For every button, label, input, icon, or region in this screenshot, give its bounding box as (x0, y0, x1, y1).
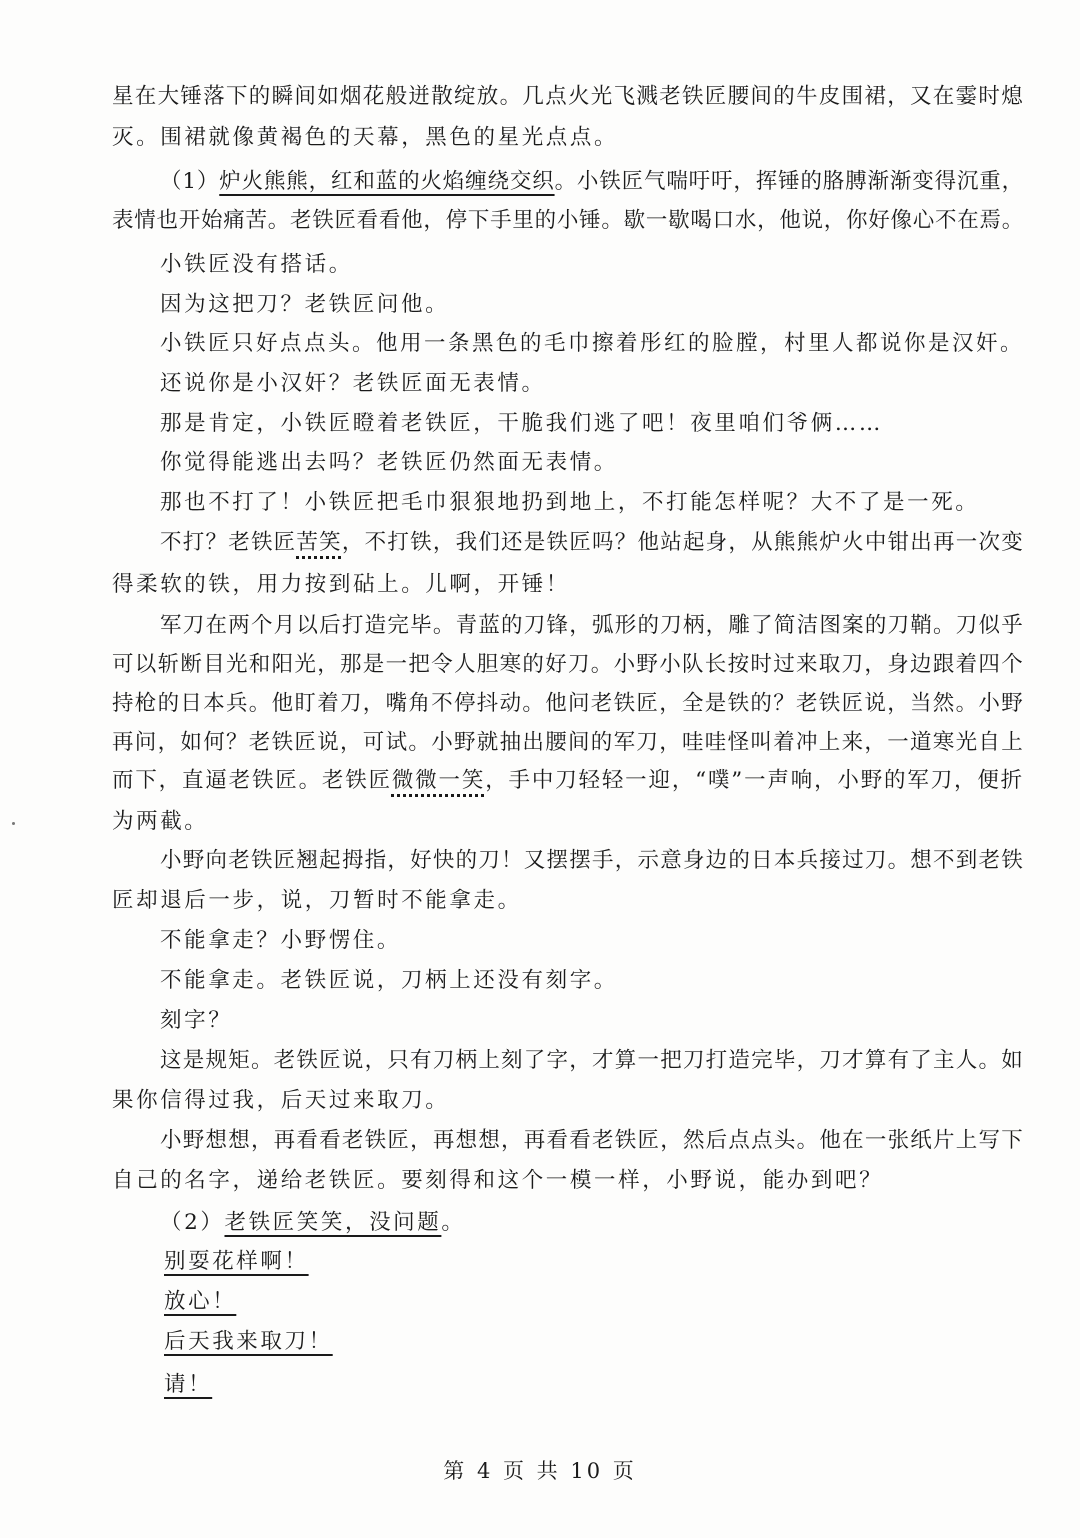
text-segment: 得柔软的铁，用力按到砧上。儿啊，开锤！ (112, 572, 570, 597)
text-segment: 星在大锤落下的瞬间如烟花般迸散绽放。几点火光飞溅老铁匠腰间的牛皮围裙，又在霎时熄 (112, 84, 1024, 109)
text-segment: 这是规矩。老铁匠说，只有刀柄上刻了字，才算一把刀打造完毕，刀才算有了主人。如 (160, 1048, 1024, 1073)
text-line (160, 926, 401, 956)
text-line (112, 650, 1024, 680)
text-line (160, 1208, 466, 1238)
text-segment: 那也不打了！小铁匠把毛巾狠狠地扔到地上，不打能怎样呢？大不了是一死。 (160, 490, 980, 515)
text-segment: 不能拿走。老铁匠说，刀柄上还没有刻字。 (160, 968, 618, 993)
text-line (160, 1046, 1024, 1076)
text-line (164, 1247, 309, 1277)
text-segment: 持枪的日本兵。他盯着刀，嘴角不停抖动。他问老铁匠，全是铁的？老铁匠说，当然。小野 (112, 691, 1024, 716)
text-segment: （2） (160, 1210, 225, 1235)
text-line (112, 570, 570, 600)
text-line (160, 846, 1024, 876)
text-line (112, 807, 208, 837)
text-line (160, 329, 1024, 359)
underlined-phrase: 后天我来取刀！ (164, 1329, 333, 1354)
text-segment: 果你信得过我，后天过来取刀。 (112, 1088, 450, 1113)
text-segment: 刻字？ (160, 1008, 233, 1033)
text-line (160, 250, 353, 280)
text-line (160, 448, 618, 478)
underlined-phrase: 炉火熊熊，红和蓝的火焰缠绕交织 (219, 169, 555, 194)
text-line (112, 766, 1024, 796)
text-segment: 为两截。 (112, 809, 209, 834)
text-segment: 军刀在两个月以后打造完毕。青蓝的刀锋，弧形的刀柄，雕了简洁图案的刀鞘。刀似乎 (160, 613, 1024, 638)
text-segment: 灭。围裙就像黄褐色的天幕，黑色的星光点点。 (112, 125, 619, 150)
text-line (160, 1126, 1024, 1156)
text-segment: 因为这把刀？老铁匠问他。 (160, 292, 450, 317)
text-line (164, 1370, 212, 1400)
text-segment: 而下，直逼老铁匠。老铁匠 (112, 768, 392, 793)
text-line (112, 123, 618, 153)
text-segment: 表情也开始痛苦。老铁匠看看他，停下手里的小锤。歇一歇喝口水，他说，你好像心不在焉。 (112, 208, 1024, 233)
text-segment: 再问，如何？老铁匠说，可试。小野就抽出腰间的军刀，哇哇怪叫着冲上来，一道寒光自上 (112, 730, 1024, 755)
text-line (160, 488, 979, 518)
text-line (160, 528, 1024, 558)
text-segment: 。 (441, 1210, 466, 1235)
text-segment: ，手中刀轻轻一迎，“噗”一声响，小野的军刀，便折 (485, 768, 1025, 793)
text-segment: 你觉得能逃出去吗？老铁匠仍然面无表情。 (160, 450, 618, 475)
text-line (112, 1086, 449, 1116)
text-segment: 还说你是小汉奸？老铁匠面无表情。 (160, 371, 546, 396)
text-line (160, 290, 449, 320)
text-line (112, 1166, 883, 1196)
text-line (160, 167, 1024, 197)
text-segment: 小铁匠只好点点头。他用一条黑色的毛巾擦着彤红的脸膛，村里人都说你是汉奸。 (160, 331, 1024, 356)
text-segment: 匠却退后一步，说，刀暂时不能拿走。 (112, 888, 522, 913)
text-segment: ，不打铁，我们还是铁匠吗？他站起身，从熊熊炉火中钳出再一次变 (341, 530, 1024, 555)
emphasis-dotted-phrase: 微微一笑 (391, 768, 486, 793)
page-footer: 第 4 页 共 10 页 (443, 1459, 637, 1483)
text-line (160, 409, 883, 439)
text-line (160, 369, 546, 399)
text-line (112, 82, 1024, 112)
text-line (160, 1006, 232, 1036)
text-segment: 不打？老铁匠 (160, 530, 297, 555)
text-line (160, 966, 618, 996)
text-segment: 。小铁匠气喘吁吁，挥锤的胳膊渐渐变得沉重， (554, 169, 1024, 194)
text-segment: 小野想想，再看看老铁匠，再想想，再看看老铁匠，然后点点头。他在一张纸片上写下 (160, 1128, 1024, 1153)
underlined-phrase: 放心！ (164, 1289, 237, 1314)
text-segment: 不能拿走？小野愣住。 (160, 928, 402, 953)
text-line (160, 611, 1024, 641)
scan-speck (12, 822, 15, 825)
emphasis-dotted-phrase: 苦笑 (296, 530, 342, 555)
text-segment: （1） (160, 169, 220, 194)
text-segment: 小野向老铁匠翘起拇指，好快的刀！又摆摆手，示意身边的日本兵接过刀。想不到老铁 (160, 848, 1024, 873)
underlined-phrase: 请！ (164, 1372, 213, 1397)
text-segment: 可以斩断目光和阳光，那是一把令人胆寒的好刀。小野小队长按时过来取刀，身边跟着四个 (112, 652, 1024, 677)
text-segment: 那是肯定，小铁匠瞪着老铁匠，干脆我们逃了吧！夜里咱们爷俩…… (160, 411, 884, 436)
text-line (112, 689, 1024, 719)
underlined-phrase: 老铁匠笑笑，没问题 (224, 1210, 442, 1235)
text-line (164, 1287, 236, 1317)
text-line (112, 728, 1024, 758)
text-segment: 自己的名字，递给老铁匠。要刻得和这个一模一样，小野说，能办到吧？ (112, 1168, 884, 1193)
underlined-phrase: 别耍花样啊！ (164, 1249, 309, 1274)
text-line (112, 206, 1024, 236)
text-line (112, 886, 522, 916)
text-segment: 小铁匠没有搭话。 (160, 252, 353, 277)
text-line (164, 1327, 333, 1357)
